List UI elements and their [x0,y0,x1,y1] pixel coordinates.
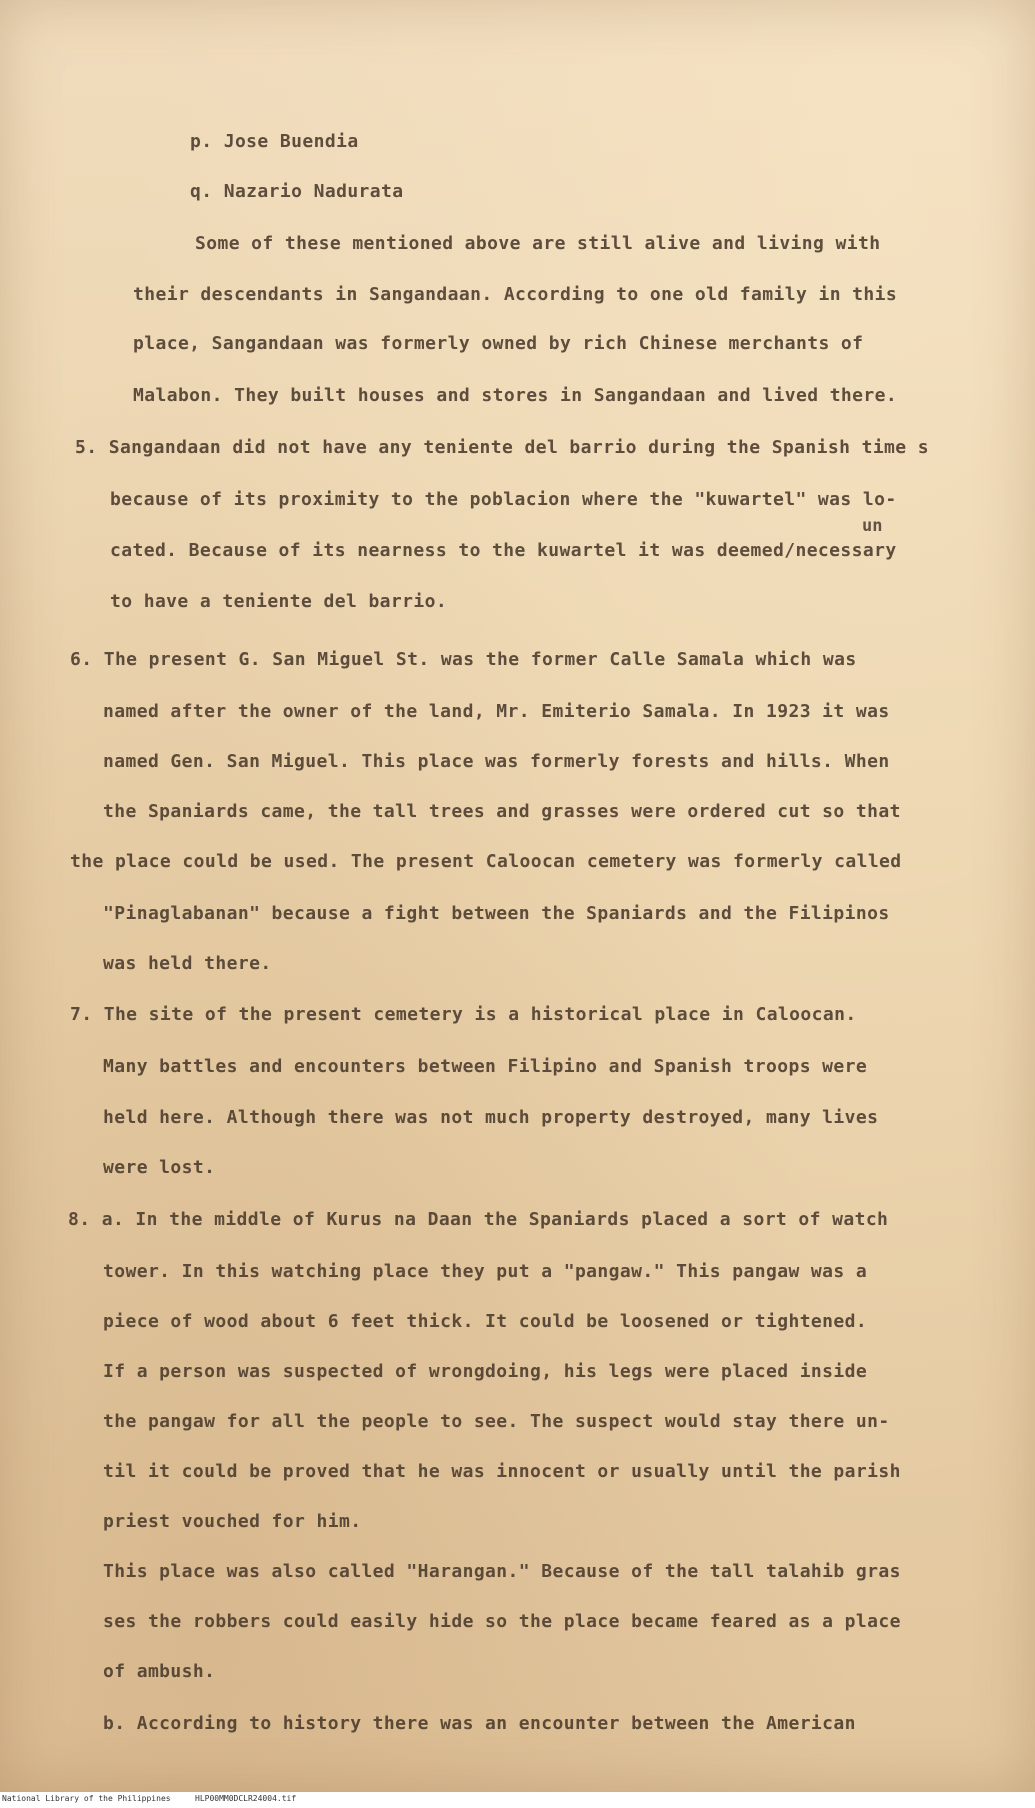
handwritten-insertion: un [862,516,883,536]
text-line: tower. In this watching place they put a "pangaw." This pangaw was a [103,1261,868,1282]
text-line: cated. Because of its nearness to the kuwartel it was deemed/necessary [110,540,897,561]
list-item-p: p. Jose Buendia [190,131,359,152]
paragraph-7: 7. The site of the present cemetery is a historical place in Caloocan. [70,1004,857,1025]
text-line: the place could be used. The present Caloocan cemetery was formerly called [70,851,902,872]
text-line: of ambush. [103,1661,216,1682]
text-line: place, Sangandaan was formerly owned by rich Chinese merchants of [133,333,864,354]
text-line: piece of wood about 6 feet thick. It could be loosened or tightened. [103,1311,868,1332]
text-line: If a person was suspected of wrongdoing, his legs were placed inside [103,1361,868,1382]
text-line: was held there. [103,953,272,974]
footer-institution: National Library of the Philippines [2,1794,171,1803]
text-line: ses the robbers could easily hide so the place became feared as a place [103,1611,901,1632]
text-line: priest vouched for him. [103,1511,362,1532]
text-line: held here. Although there was not much property destroyed, many lives [103,1107,879,1128]
text-line: named Gen. San Miguel. This place was formerly forests and hills. When [103,751,890,772]
text-line: til it could be proved that he was innocent or usually until the parish [103,1461,901,1482]
text-line: This place was also called "Harangan." Because of the tall talahib gras [103,1561,901,1582]
text-line: Malabon. They built houses and stores in Sangandaan and lived there. [133,385,898,406]
paragraph-5: 5. Sangandaan did not have any teniente del barrio during the Spanish time s [75,437,930,458]
text-line: to have a teniente del barrio. [110,591,448,612]
text-line: named after the owner of the land, Mr. Emiterio Samala. In 1923 it was [103,701,890,722]
text-line: the pangaw for all the people to see. The suspect would stay there un- [103,1411,890,1432]
text-line: were lost. [103,1157,216,1178]
footer-filename: HLP00MM0DCLR24004.tif [195,1794,297,1803]
text-line: Some of these mentioned above are still alive and living with [195,233,881,254]
paragraph-8: 8. a. In the middle of Kurus na Daan the Spaniards placed a sort of watch [68,1209,889,1230]
paragraph-8b: b. According to history there was an encounter between the American [103,1713,856,1734]
list-item-q: q. Nazario Nadurata [190,181,404,202]
text-line: "Pinaglabanan" because a fight between the Spaniards and the Filipinos [103,903,890,924]
text-line: Many battles and encounters between Filipino and Spanish troops were [103,1056,868,1077]
text-line: because of its proximity to the poblacion where the "kuwartel" was lo- [110,489,897,510]
scan-footer [0,1792,1035,1808]
text-line: the Spaniards came, the tall trees and grasses were ordered cut so that [103,801,901,822]
paragraph-6: 6. The present G. San Miguel St. was the former Calle Samala which was [70,649,857,670]
text-line: their descendants in Sangandaan. According to one old family in this [133,284,898,305]
